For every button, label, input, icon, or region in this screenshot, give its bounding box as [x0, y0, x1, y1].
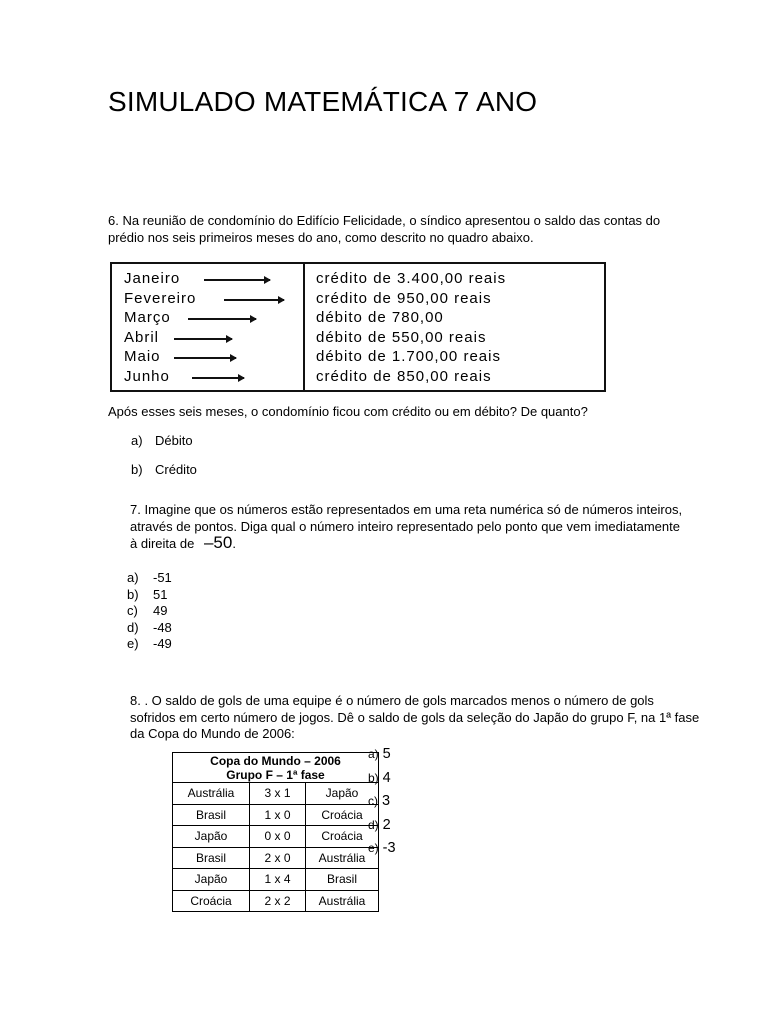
option-label: c) [368, 794, 378, 808]
question-6-text: 6. Na reunião de condomínio do Edifício Felicidade, o síndico apresentou o saldo das contas do prédio nos seis primeiros meses do ano, como descrito no quadro abaixo. [108, 213, 661, 245]
home-team: Japão [173, 869, 250, 891]
arrow-right-icon [204, 279, 270, 281]
table-subtitle: Grupo F – 1ª fase [226, 767, 325, 782]
option-text: -3 [382, 840, 396, 856]
option-text: Crédito [155, 462, 197, 477]
score: 2 x 0 [250, 847, 306, 869]
month-label: Março [124, 309, 171, 326]
option-label: b) [127, 586, 139, 602]
table-row [173, 804, 379, 826]
option-text: -48 [153, 619, 172, 635]
page-title: SIMULADO MATEMÁTICA 7 ANO [108, 86, 538, 117]
number-value: –50 [203, 533, 233, 552]
table-row [173, 869, 379, 891]
table-row [112, 329, 604, 349]
option-label: d) [127, 619, 139, 635]
table-title: Copa do Mundo – 2006 [210, 753, 341, 768]
home-team: Brasil [173, 847, 250, 869]
option-text: 2 [382, 816, 391, 833]
balance-value: débito de 1.700,00 reais [316, 348, 501, 365]
option-label: b) [131, 462, 143, 477]
option-text: 51 [153, 586, 168, 602]
month-label: Fevereiro [124, 290, 197, 307]
answer-option [127, 570, 172, 587]
balance-value: crédito de 3.400,00 reais [316, 270, 507, 287]
table-row [112, 309, 604, 329]
arrow-right-icon [224, 299, 284, 301]
balance-value: débito de 780,00 [316, 309, 444, 326]
score: 1 x 4 [250, 869, 306, 891]
world-cup-table [172, 752, 379, 912]
away-team: Austrália [306, 890, 379, 912]
away-team: Austrália [306, 847, 379, 869]
answer-option [368, 770, 396, 794]
answer-option [127, 603, 172, 620]
option-text: -51 [153, 570, 172, 585]
score: 3 x 1 [250, 783, 306, 805]
answer-option [131, 462, 197, 477]
option-label: a) [127, 570, 139, 585]
table-row [112, 348, 604, 368]
table-row [112, 290, 604, 310]
answer-option [131, 433, 193, 448]
option-text: 5 [382, 746, 391, 762]
month-label: Junho [124, 368, 170, 385]
balance-table-image [110, 262, 606, 392]
month-label: Abril [124, 329, 160, 346]
answer-option [127, 620, 172, 637]
month-label: Maio [124, 348, 161, 365]
answer-option [368, 793, 396, 817]
question-6-prompt: Após esses seis meses, o condomínio ficou com crédito ou em débito? De quanto? [108, 404, 588, 419]
arrow-right-icon [174, 338, 232, 340]
arrow-right-icon [174, 357, 236, 359]
away-team: Japão [306, 783, 379, 805]
option-label: e) [368, 841, 379, 855]
balance-value: crédito de 950,00 reais [316, 290, 492, 307]
option-label: a) [368, 747, 379, 761]
home-team: Brasil [173, 804, 250, 826]
table-row [173, 826, 379, 848]
balance-value: crédito de 850,00 reais [316, 368, 492, 385]
question-7-options [127, 570, 172, 653]
answer-option [368, 746, 396, 770]
question-8-text: 8. . O saldo de gols de uma equipe é o número de gols marcados menos o número de gols sofridos em certo número de jogos. Dê o saldo de gols da seleção do Japão do grupo F, na 1ª fase da Copa do Mundo de 2006: [130, 693, 700, 741]
option-label: b) [368, 770, 379, 785]
answer-option [368, 840, 396, 864]
option-text: 49 [153, 603, 168, 618]
table-row [173, 847, 379, 869]
option-text: 4 [382, 769, 391, 786]
table-row [112, 368, 604, 388]
answer-option [127, 587, 172, 604]
option-text: -49 [153, 636, 172, 651]
answer-option [127, 636, 172, 653]
home-team: Japão [173, 826, 250, 848]
arrow-right-icon [188, 318, 256, 320]
score: 2 x 2 [250, 890, 306, 912]
option-label: c) [127, 603, 138, 618]
away-team: Croácia [306, 804, 379, 826]
table-header [173, 753, 379, 783]
option-label: a) [131, 433, 143, 448]
question-7-body: 7. Imagine que os números estão representados em uma reta numérica só de números inteiros, através de pontos. Diga qual o número inteiro representado pelo ponto que vem imediatamente à direita de [130, 502, 683, 551]
away-team: Croácia [306, 826, 379, 848]
score: 0 x 0 [250, 826, 306, 848]
balance-value: débito de 550,00 reais [316, 329, 487, 346]
score: 1 x 0 [250, 804, 306, 826]
home-team: Croácia [173, 890, 250, 912]
away-team: Brasil [306, 869, 379, 891]
home-team: Austrália [173, 783, 250, 805]
option-text: 3 [382, 793, 391, 809]
table-row [173, 783, 379, 805]
answer-option [368, 817, 396, 841]
option-label: e) [127, 636, 139, 651]
question-8-options [368, 746, 396, 864]
table-row [112, 270, 604, 290]
question-7-text [130, 502, 690, 553]
month-label: Janeiro [124, 270, 181, 287]
option-label: d) [368, 817, 379, 832]
question-7-end: . [232, 536, 236, 551]
option-text: Débito [155, 433, 193, 448]
table-row [173, 890, 379, 912]
arrow-right-icon [192, 377, 244, 379]
